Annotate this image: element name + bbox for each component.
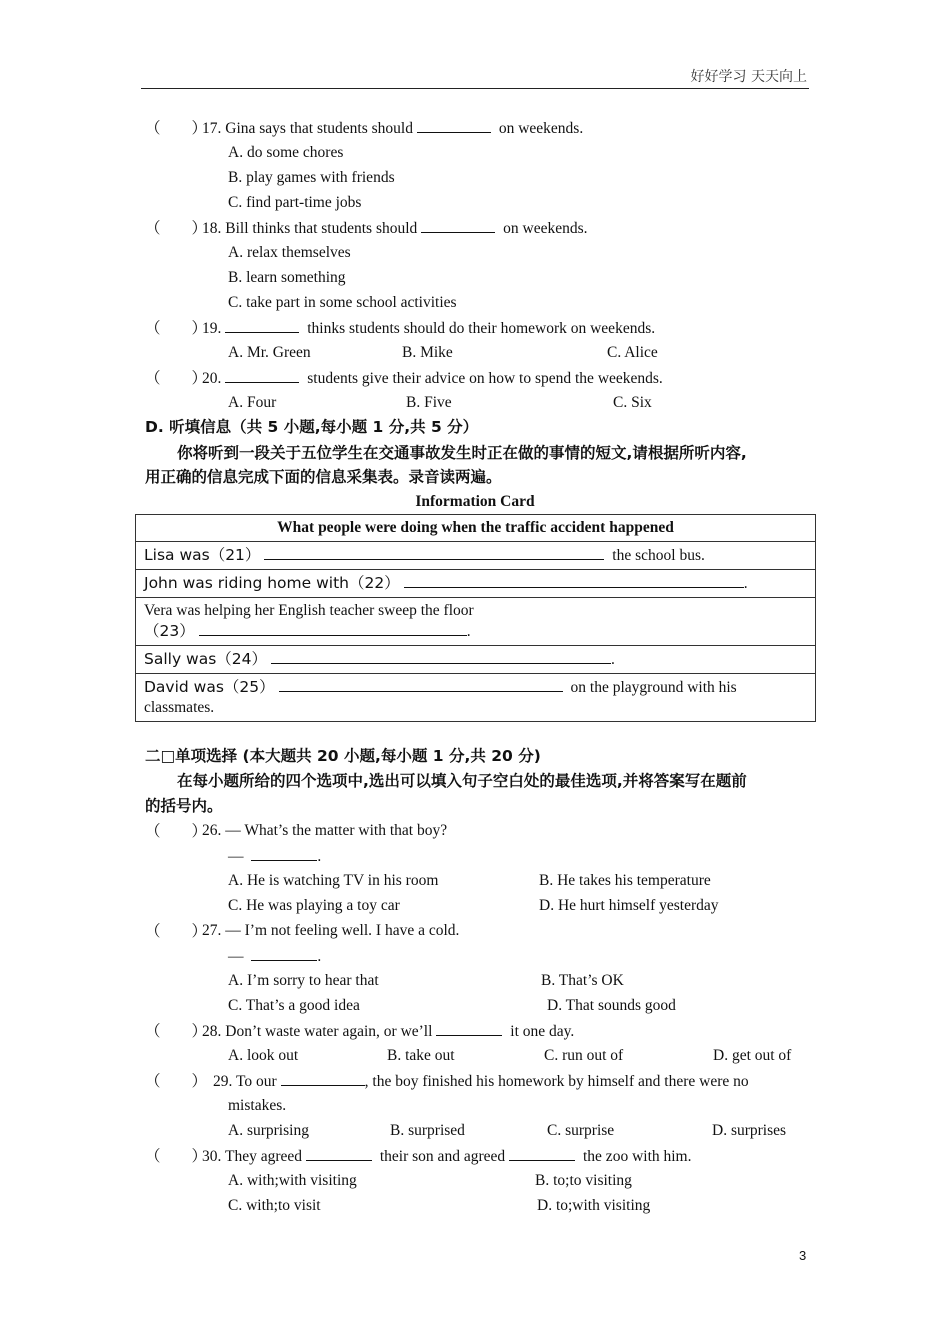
question-29 <box>213 1071 749 1092</box>
option: A. I’m sorry to hear that <box>228 972 379 989</box>
answer-blank-21 <box>264 545 604 560</box>
question-text: 20. <box>202 370 222 387</box>
option: B. Five <box>406 394 452 411</box>
answer-paren: （ ） <box>145 1147 208 1165</box>
info-card-title: Information Card <box>415 493 535 510</box>
option: D. surprises <box>712 1122 787 1139</box>
option: B. play games with friends <box>228 169 395 186</box>
option: C. Six <box>613 394 652 411</box>
option: B. surprised <box>390 1122 465 1139</box>
question-text: 18. Bill thinks that students should <box>202 220 418 237</box>
question-text: 17. Gina says that students should <box>202 120 413 137</box>
page-number: 3 <box>799 1248 807 1263</box>
option: C. surprise <box>547 1122 615 1139</box>
info-row-22: John was riding home with（22） . <box>136 570 816 598</box>
answer-blank <box>251 846 317 861</box>
section-d-title: D. 听填信息（共 5 小题,每小题 1 分,共 5 分） <box>145 418 479 436</box>
section-2-instructions-cont: 的括号内。 <box>145 797 223 815</box>
question-text: 28. Don’t waste water again, or we’ll <box>202 1023 433 1040</box>
answer-blank-25 <box>279 677 563 692</box>
answer-blank <box>509 1146 575 1161</box>
header-divider <box>141 88 809 89</box>
option: B. Mike <box>402 344 453 361</box>
question-text: , the boy finished his homework by himself and there were no <box>364 1073 749 1090</box>
question-text: it one day. <box>510 1023 575 1040</box>
question-30 <box>202 1146 692 1167</box>
information-card-table <box>135 514 816 722</box>
answer-paren: （ ） <box>145 1072 208 1090</box>
answer-blank <box>251 946 317 961</box>
option: A. do some chores <box>228 144 344 161</box>
answer-blank <box>225 318 299 333</box>
answer-blank <box>421 218 495 233</box>
option: B. take out <box>387 1047 455 1064</box>
option: C. He was playing a toy car <box>228 897 400 914</box>
question-text: on weekends. <box>498 120 584 137</box>
option: A. with;with visiting <box>228 1172 357 1189</box>
answer-blank <box>281 1071 365 1086</box>
option: C. Alice <box>607 344 658 361</box>
option: A. Mr. Green <box>228 344 311 361</box>
question-26: 26. — What’s the matter with that boy? <box>202 822 448 839</box>
option: C. find part-time jobs <box>228 194 362 211</box>
option: A. look out <box>228 1047 299 1064</box>
option: A. surprising <box>228 1122 309 1139</box>
answer-blank <box>306 1146 372 1161</box>
question-20 <box>202 368 663 389</box>
option: D. He hurt himself yesterday <box>539 897 719 914</box>
answer-blank <box>417 118 491 133</box>
option: B. to;to visiting <box>535 1172 632 1189</box>
option: A. relax themselves <box>228 244 351 261</box>
question-text: on weekends. <box>503 220 588 237</box>
section-d-instructions-cont: 用正确的信息完成下面的信息采集表。录音读两遍。 <box>145 468 502 486</box>
option: B. learn something <box>228 269 346 286</box>
option: B. He takes his temperature <box>539 872 711 889</box>
answer-blank-22 <box>404 573 744 588</box>
answer-blank <box>225 368 299 383</box>
option: D. get out of <box>713 1047 792 1064</box>
question-17 <box>202 118 583 139</box>
question-text: the zoo with him. <box>583 1148 692 1165</box>
question-text: 19. <box>202 320 222 337</box>
answer-paren: （ ） <box>145 219 208 237</box>
question-18 <box>202 218 588 239</box>
answer-paren: （ ） <box>145 922 208 940</box>
answer-paren: （ ） <box>145 319 208 337</box>
answer-blank-23 <box>199 621 467 636</box>
answer-paren: （ ） <box>145 1022 208 1040</box>
section-2-instructions: 在每小题所给的四个选项中,选出可以填入句子空白处的最佳选项,并将答案写在题前 <box>177 772 747 790</box>
info-card-header: What people were doing when the traffic accident happened <box>136 515 816 542</box>
question-29-cont: mistakes. <box>228 1097 287 1114</box>
question-text: 30. They agreed <box>202 1148 302 1165</box>
response-line: — . <box>228 948 322 965</box>
option: C. with;to visit <box>228 1197 321 1214</box>
question-text: thinks students should do their homework on weekends. <box>307 320 656 337</box>
answer-paren: （ ） <box>145 119 208 137</box>
question-text: their son and agreed <box>379 1148 506 1165</box>
question-19 <box>202 318 655 339</box>
info-row-21: Lisa was（21） the school bus. <box>136 542 816 570</box>
option: D. That sounds good <box>547 997 676 1014</box>
option: C. take part in some school activities <box>228 294 457 311</box>
question-text: 29. To our <box>213 1073 277 1090</box>
section-d-instructions: 你将听到一段关于五位学生在交通事故发生时正在做的事情的短文,请根据所听内容, <box>177 444 747 462</box>
answer-paren: （ ） <box>145 369 208 387</box>
info-row-24: Sally was（24） . <box>136 646 816 674</box>
page-header: 好好学习 天天向上 <box>690 69 807 85</box>
question-27: 27. — I’m not feeling well. I have a cold. <box>202 922 460 939</box>
option: D. to;with visiting <box>537 1197 651 1214</box>
answer-blank-24 <box>271 649 611 664</box>
info-row-25: David was（25） on the playground with his classmates. <box>136 674 816 722</box>
info-row-23: Vera was helping her English teacher sweep the floor （23） . <box>136 598 816 646</box>
section-2-title: 二□单项选择 (本大题共 20 小题,每小题 1 分,共 20 分) <box>145 747 541 765</box>
option: C. That’s a good idea <box>228 997 360 1014</box>
option: C. run out of <box>544 1047 624 1064</box>
response-line: — . <box>228 848 322 865</box>
option: A. He is watching TV in his room <box>228 872 439 889</box>
question-text: students give their advice on how to spend the weekends. <box>307 370 663 387</box>
answer-blank <box>436 1021 502 1036</box>
answer-paren: （ ） <box>145 822 208 840</box>
option: A. Four <box>228 394 277 411</box>
option: B. That’s OK <box>541 972 624 989</box>
question-28 <box>202 1021 574 1042</box>
